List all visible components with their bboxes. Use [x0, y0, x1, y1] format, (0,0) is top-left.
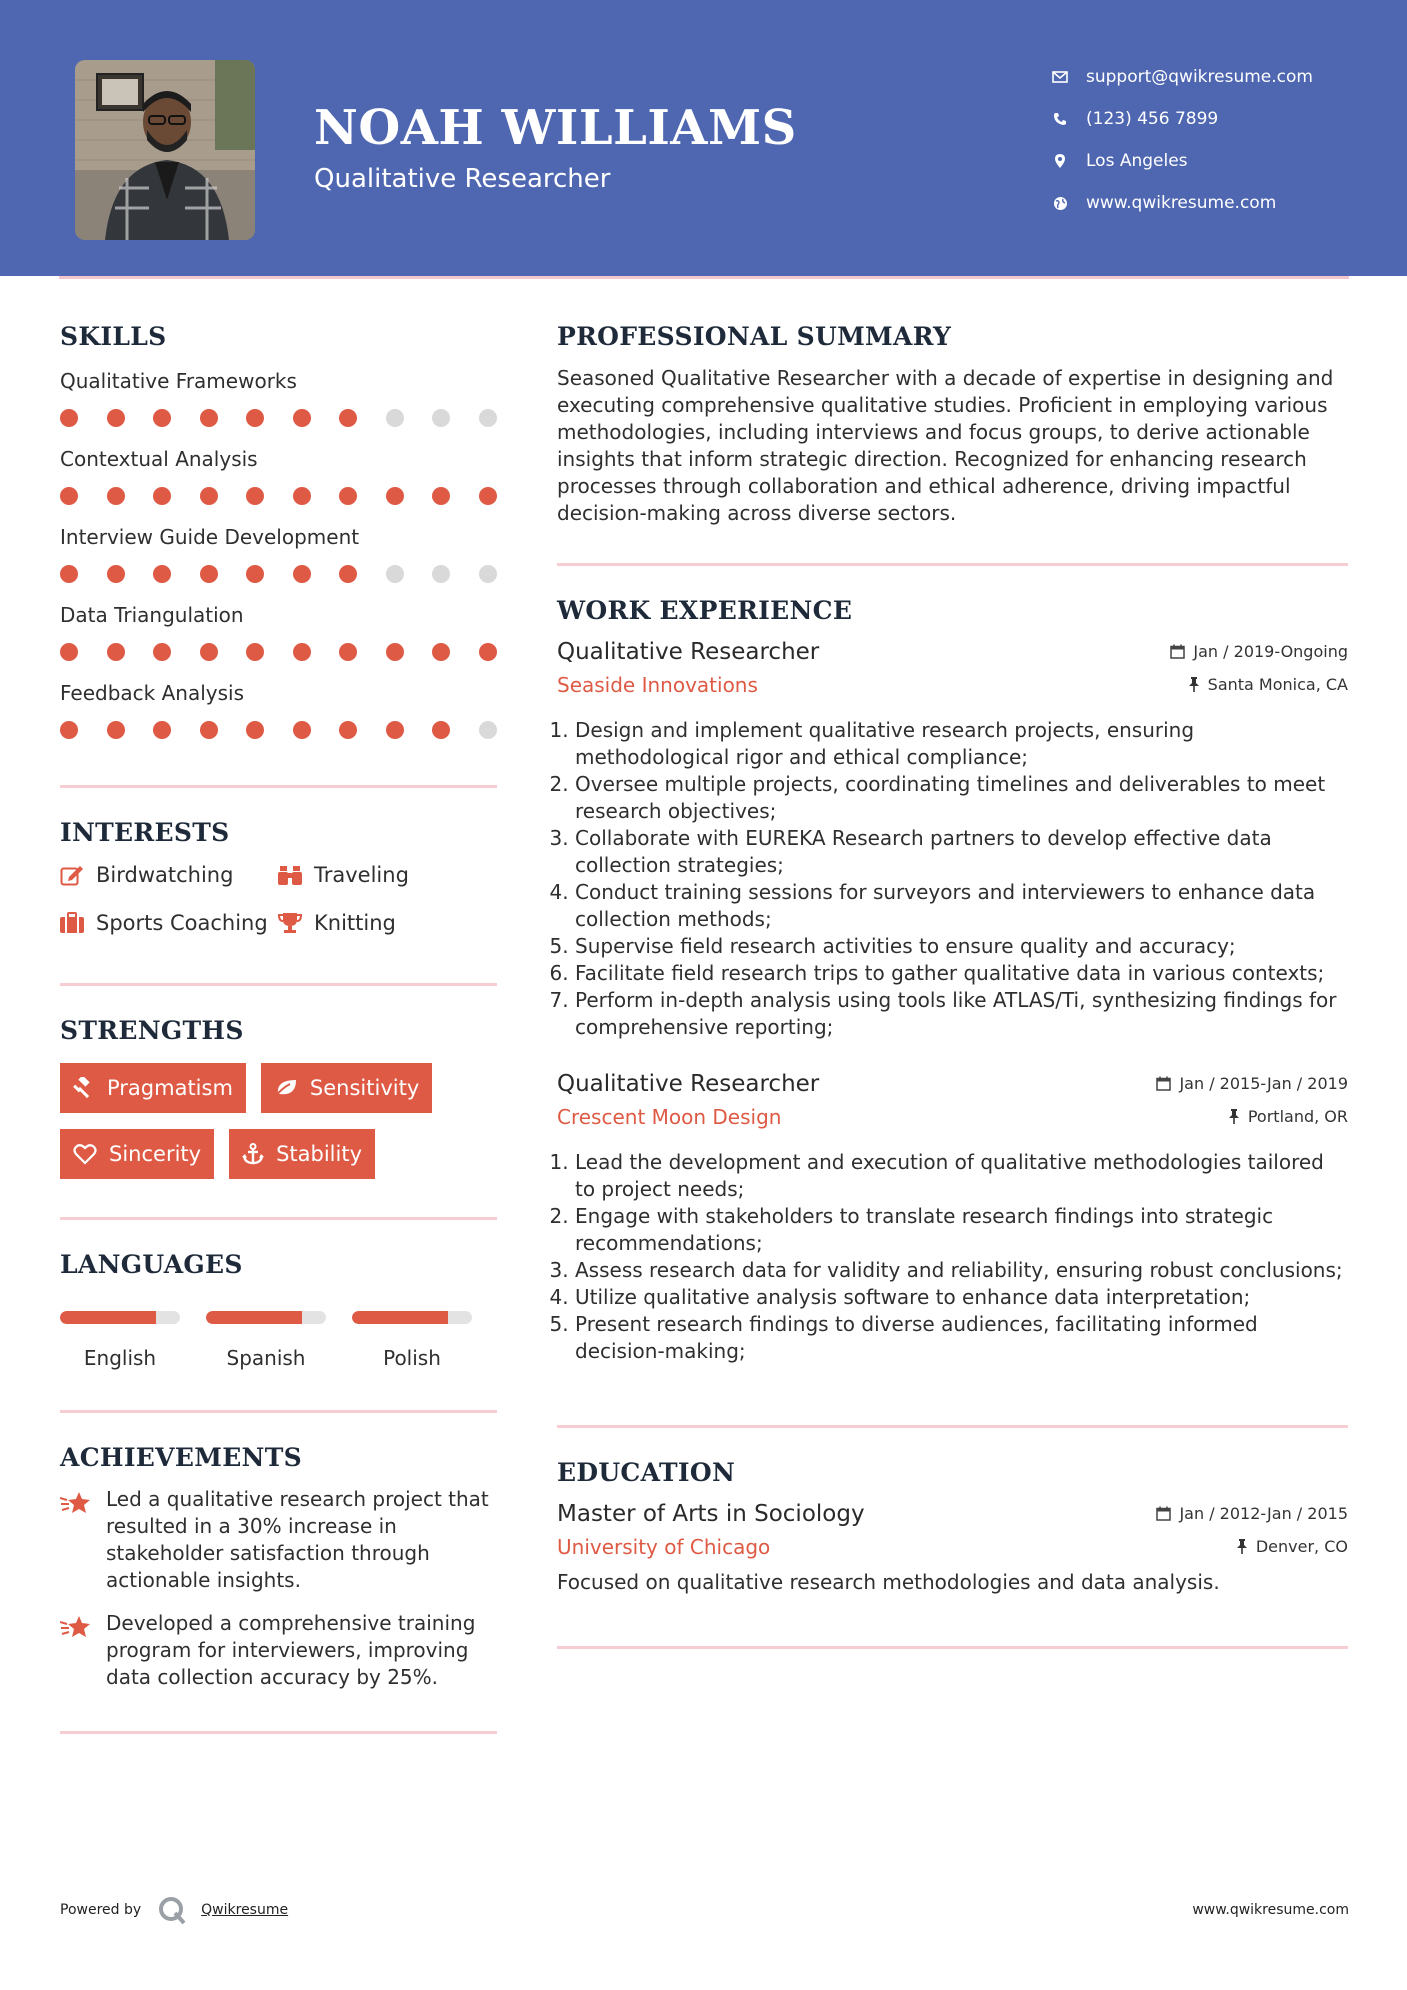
job-title: Qualitative Researcher — [557, 639, 820, 665]
skills-section — [60, 322, 497, 739]
rating-dot-filled — [386, 721, 404, 739]
section-divider — [60, 1217, 497, 1220]
header-divider — [59, 276, 1349, 279]
briefcase-icon — [60, 912, 84, 934]
achievements-title: ACHIEVEMENTS — [60, 1443, 302, 1472]
languages-section — [60, 1250, 497, 1370]
profile-photo — [75, 60, 255, 240]
duty-list — [557, 717, 1348, 1041]
skill-name: Feedback Analysis — [60, 681, 245, 705]
interest-label: Traveling — [314, 863, 409, 887]
rating-dot-filled — [60, 643, 78, 661]
skill-rating — [60, 643, 497, 661]
education-location — [1236, 1537, 1348, 1556]
education-entry — [557, 1501, 1348, 1596]
skill-rating — [60, 409, 497, 427]
company-name: Crescent Moon Design — [557, 1105, 782, 1129]
rating-dot-filled — [246, 721, 264, 739]
page-footer — [60, 1895, 1349, 1925]
skill-item — [60, 447, 497, 505]
pushpin-icon — [1228, 1109, 1240, 1124]
leaf-icon — [274, 1078, 298, 1098]
pushpin-icon — [1188, 677, 1200, 692]
rating-dot-filled — [200, 487, 218, 505]
section-divider — [557, 563, 1348, 566]
contact-website-text: www.qwikresume.com — [1086, 193, 1277, 213]
strength-label: Stability — [276, 1142, 363, 1166]
contact-phone[interactable] — [1050, 98, 1313, 140]
rating-dot-filled — [386, 487, 404, 505]
achievements-section — [60, 1443, 497, 1691]
shooting-star-icon — [60, 1490, 92, 1516]
rating-dot-filled — [339, 643, 357, 661]
footer-brand — [60, 1895, 288, 1925]
contact-email[interactable] — [1050, 56, 1313, 98]
skill-rating — [60, 565, 497, 583]
rating-dot-filled — [107, 409, 125, 427]
school-name: University of Chicago — [557, 1535, 771, 1559]
contact-email-text: support@qwikresume.com — [1086, 67, 1313, 87]
skill-item — [60, 681, 497, 739]
rating-dot-filled — [246, 487, 264, 505]
rating-dot-filled — [200, 643, 218, 661]
language-level-fill — [206, 1311, 302, 1324]
achievement-text: Led a qualitative research project that resulted in a 30% increase in stakeholder satisfaction through actionable insights. — [106, 1487, 489, 1592]
language-item — [206, 1311, 326, 1370]
contact-list — [1050, 56, 1313, 224]
powered-by-text: Powered by — [60, 1902, 142, 1918]
skill-rating — [60, 721, 497, 739]
shooting-star-icon — [60, 1614, 92, 1640]
rating-dot-filled — [200, 721, 218, 739]
rating-dot-filled — [153, 643, 171, 661]
interest-item — [60, 863, 278, 887]
duty-item: 4. Conduct training sessions for surveyors and interviewers to enhance data collection methods; — [575, 879, 1348, 933]
language-name: Polish — [383, 1346, 441, 1370]
section-divider — [60, 785, 497, 788]
contact-location-text: Los Angeles — [1086, 151, 1188, 171]
languages-title: LANGUAGES — [60, 1250, 243, 1279]
rating-dot-filled — [60, 487, 78, 505]
summary-section — [557, 322, 1348, 527]
section-divider — [60, 1410, 497, 1413]
education-header — [557, 1501, 1348, 1527]
section-divider — [557, 1646, 1348, 1649]
summary-text: Seasoned Qualitative Researcher with a decade of expertise in designing and executing comprehensive qualitative studies. Proficient in employing various methodologies, including interviews and focus groups, to derive actionable insights that inform strategic direction. Recognized for enhancing research processes through collaboration and ethical adherence, driving impactful decision-making across diverse sectors. — [557, 366, 1334, 525]
duty-item: 7. Perform in-depth analysis using tools like ATLAS/Ti, synthesizing findings for comprehensive reporting; — [575, 987, 1348, 1041]
skill-name: Qualitative Frameworks — [60, 369, 297, 393]
map-pin-icon — [1050, 151, 1070, 171]
calendar-icon — [1156, 1076, 1171, 1091]
left-column — [60, 322, 497, 1734]
job-dates — [1156, 1074, 1348, 1093]
job-entry — [557, 1071, 1348, 1365]
envelope-icon — [1050, 67, 1070, 87]
rating-dot-filled — [479, 643, 497, 661]
skill-name: Interview Guide Development — [60, 525, 360, 549]
strength-label: Sincerity — [109, 1142, 202, 1166]
achievement-item — [60, 1486, 497, 1594]
candidate-name: NOAH WILLIAMS — [314, 100, 797, 156]
rating-dot-empty — [386, 565, 404, 583]
education-subheader — [557, 1535, 1348, 1559]
duty-item: 6. Facilitate field research trips to gather qualitative data in various contexts; — [575, 960, 1348, 987]
degree-name: Master of Arts in Sociology — [557, 1501, 865, 1527]
education-location-text: Denver, CO — [1255, 1537, 1348, 1556]
rating-dot-empty — [479, 565, 497, 583]
interest-label: Birdwatching — [96, 863, 234, 887]
rating-dot-filled — [153, 409, 171, 427]
edit-icon — [60, 864, 84, 886]
skill-item — [60, 525, 497, 583]
job-entry — [557, 639, 1348, 1041]
rating-dot-filled — [293, 643, 311, 661]
duty-item: 1. Lead the development and execution of qualitative methodologies tailored to project needs; — [575, 1149, 1348, 1203]
rating-dot-filled — [107, 565, 125, 583]
rating-dot-filled — [246, 409, 264, 427]
skill-name: Data Triangulation — [60, 603, 244, 627]
contact-phone-text: (123) 456 7899 — [1086, 109, 1219, 129]
rating-dot-filled — [432, 643, 450, 661]
resume-header — [0, 0, 1407, 276]
section-divider — [60, 1731, 497, 1734]
strengths-title: STRENGTHS — [60, 1016, 244, 1045]
language-name: Spanish — [226, 1346, 306, 1370]
rating-dot-filled — [107, 643, 125, 661]
rating-dot-filled — [200, 409, 218, 427]
language-name: English — [83, 1346, 157, 1370]
trophy-icon — [278, 912, 302, 934]
rating-dot-filled — [339, 487, 357, 505]
heart-icon — [73, 1143, 97, 1165]
pushpin-icon — [1236, 1539, 1248, 1554]
gavel-icon — [73, 1077, 95, 1099]
job-location-text: Portland, OR — [1247, 1107, 1348, 1126]
duty-list — [557, 1149, 1348, 1365]
rating-dot-filled — [246, 643, 264, 661]
skill-name: Contextual Analysis — [60, 447, 258, 471]
interests-list — [60, 863, 497, 935]
rating-dot-filled — [293, 565, 311, 583]
education-description: Focused on qualitative research methodologies and data analysis. — [557, 1570, 1220, 1594]
rating-dot-filled — [107, 721, 125, 739]
calendar-icon — [1170, 644, 1185, 659]
job-title: Qualitative Researcher — [557, 1071, 820, 1097]
footer-website[interactable]: www.qwikresume.com — [1192, 1902, 1349, 1918]
rating-dot-filled — [153, 565, 171, 583]
right-column — [557, 322, 1348, 1649]
strengths-section — [60, 1016, 497, 1179]
interest-item — [278, 863, 497, 887]
section-divider — [60, 983, 497, 986]
interest-item — [278, 911, 497, 935]
duty-item: 5. Present research findings to diverse audiences, facilitating informed decision-making; — [575, 1311, 1348, 1365]
interests-title: INTERESTS — [60, 818, 230, 847]
education-section — [557, 1458, 1348, 1596]
experience-title: WORK EXPERIENCE — [557, 596, 853, 625]
interest-label: Knitting — [314, 911, 396, 935]
rating-dot-filled — [432, 487, 450, 505]
job-location — [1228, 1107, 1348, 1126]
strengths-list — [60, 1063, 497, 1179]
strength-tag — [261, 1063, 432, 1113]
job-subheader — [557, 1105, 1348, 1129]
skills-title: SKILLS — [60, 322, 167, 351]
rating-dot-filled — [153, 721, 171, 739]
achievement-item — [60, 1610, 497, 1691]
rating-dot-empty — [432, 565, 450, 583]
languages-list — [60, 1311, 497, 1370]
calendar-icon — [1156, 1506, 1171, 1521]
brand-link[interactable]: Qwikresume — [201, 1902, 289, 1918]
interests-section — [60, 818, 497, 935]
globe-icon — [1050, 193, 1070, 213]
anchor-icon — [242, 1143, 264, 1165]
achievement-text: Developed a comprehensive training program for interviewers, improving data collection accuracy by 25%. — [106, 1611, 476, 1689]
duty-item: 2. Engage with stakeholders to translate research findings into strategic recommendations; — [575, 1203, 1348, 1257]
company-name: Seaside Innovations — [557, 673, 758, 697]
strength-tag — [60, 1063, 246, 1113]
strength-label: Sensitivity — [309, 1076, 420, 1100]
rating-dot-filled — [107, 487, 125, 505]
rating-dot-filled — [432, 721, 450, 739]
contact-website[interactable] — [1050, 182, 1313, 224]
strength-tag — [60, 1129, 214, 1179]
contact-location — [1050, 140, 1313, 182]
rating-dot-empty — [386, 409, 404, 427]
strength-tag — [229, 1129, 375, 1179]
interest-item — [60, 911, 278, 935]
rating-dot-filled — [246, 565, 264, 583]
rating-dot-empty — [432, 409, 450, 427]
skill-item — [60, 369, 497, 427]
section-divider — [557, 1425, 1348, 1428]
rating-dot-filled — [386, 643, 404, 661]
experience-section — [557, 596, 1348, 1365]
job-header — [557, 639, 1348, 665]
job-location — [1188, 675, 1348, 694]
binoculars-icon — [278, 864, 302, 886]
education-dates — [1156, 1504, 1348, 1523]
duty-item: 3. Assess research data for validity and reliability, ensuring robust conclusions; — [575, 1257, 1348, 1284]
rating-dot-empty — [479, 721, 497, 739]
duty-item: 4. Utilize qualitative analysis software to enhance data interpretation; — [575, 1284, 1348, 1311]
language-item — [352, 1311, 472, 1370]
rating-dot-filled — [339, 565, 357, 583]
language-level-bar — [60, 1311, 180, 1324]
rating-dot-filled — [479, 487, 497, 505]
rating-dot-filled — [60, 721, 78, 739]
duty-item: 2. Oversee multiple projects, coordinating timelines and deliverables to meet research objectives; — [575, 771, 1348, 825]
job-dates — [1170, 642, 1348, 661]
language-level-fill — [352, 1311, 448, 1324]
rating-dot-filled — [60, 565, 78, 583]
rating-dot-filled — [200, 565, 218, 583]
job-subheader — [557, 673, 1348, 697]
rating-dot-filled — [153, 487, 171, 505]
job-dates-text: Jan / 2015-Jan / 2019 — [1179, 1074, 1348, 1093]
skill-rating — [60, 487, 497, 505]
job-location-text: Santa Monica, CA — [1207, 675, 1348, 694]
duty-item: 1. Design and implement qualitative research projects, ensuring methodological rigor and ethical compliance; — [575, 717, 1348, 771]
rating-dot-empty — [479, 409, 497, 427]
language-item — [60, 1311, 180, 1370]
rating-dot-filled — [339, 721, 357, 739]
rating-dot-filled — [293, 487, 311, 505]
rating-dot-filled — [293, 721, 311, 739]
qwikresume-logo-icon — [157, 1895, 187, 1925]
skill-item — [60, 603, 497, 661]
job-dates-text: Jan / 2019-Ongoing — [1193, 642, 1348, 661]
phone-icon — [1050, 109, 1070, 129]
rating-dot-filled — [339, 409, 357, 427]
language-level-fill — [60, 1311, 156, 1324]
interest-label: Sports Coaching — [96, 911, 268, 935]
duty-item: 3. Collaborate with EUREKA Research partners to develop effective data collection strategies; — [575, 825, 1348, 879]
job-header — [557, 1071, 1348, 1097]
strength-label: Pragmatism — [107, 1076, 233, 1100]
education-dates-text: Jan / 2012-Jan / 2015 — [1179, 1504, 1348, 1523]
education-title: EDUCATION — [557, 1458, 736, 1487]
language-level-bar — [352, 1311, 472, 1324]
duty-item: 5. Supervise field research activities to ensure quality and accuracy; — [575, 933, 1348, 960]
candidate-role: Qualitative Researcher — [314, 164, 611, 194]
rating-dot-filled — [60, 409, 78, 427]
summary-title: PROFESSIONAL SUMMARY — [557, 322, 952, 351]
skills-list — [60, 369, 497, 739]
rating-dot-filled — [293, 409, 311, 427]
language-level-bar — [206, 1311, 326, 1324]
